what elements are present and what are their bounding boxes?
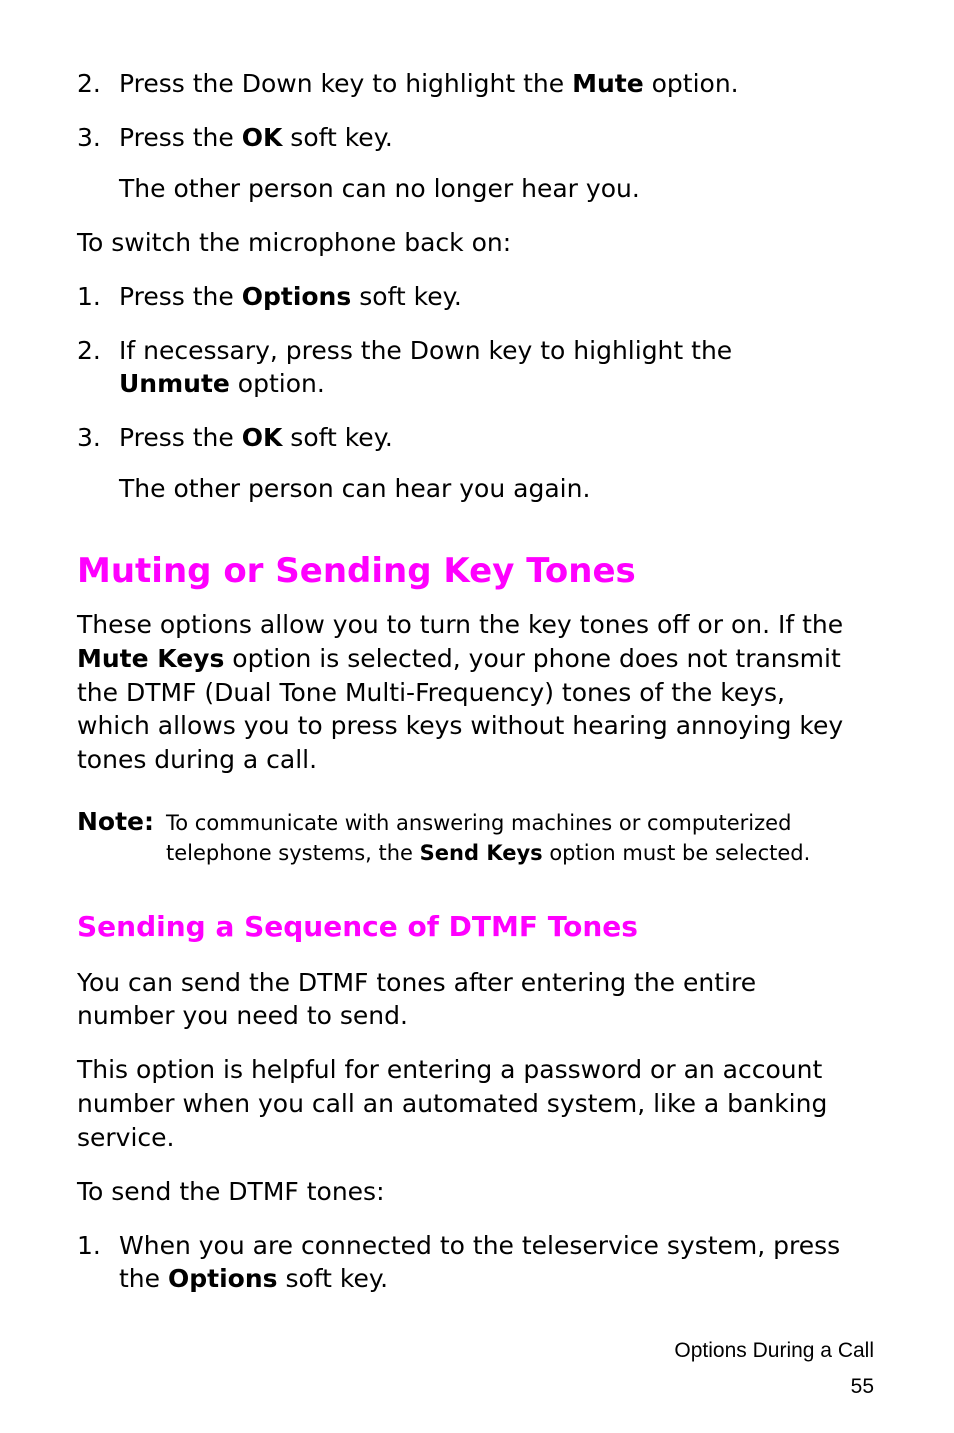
note-text: telephone systems, the Send Keys option must be selected. <box>166 841 811 865</box>
step-text: When you are connected to the teleservice system, press <box>119 1231 841 1260</box>
step-text: Press the Options soft key. <box>119 282 462 311</box>
step-number: 3. <box>77 423 101 452</box>
section-title: Muting or Sending Key Tones <box>77 551 636 591</box>
paragraph: service. <box>77 1123 175 1152</box>
footer-section-name: Options During a Call <box>674 1339 874 1362</box>
paragraph: number when you call an automated system, like a banking <box>77 1089 828 1118</box>
paragraph: number you need to send. <box>77 1001 408 1030</box>
step-text: Press the OK soft key. <box>119 123 393 152</box>
section-paragraph: which allows you to press keys without hearing annoying key <box>77 711 844 740</box>
section-paragraph: These options allow you to turn the key tones off or on. If the <box>77 610 844 639</box>
step-result: The other person can hear you again. <box>119 474 591 503</box>
step-text-continued: the Options soft key. <box>119 1264 389 1293</box>
step-number: 2. <box>77 69 101 98</box>
subsection-title: Sending a Sequence of DTMF Tones <box>77 910 638 943</box>
note-label: Note: <box>77 807 155 836</box>
step-number: 2. <box>77 336 101 365</box>
step-text-continued: Unmute option. <box>119 369 325 398</box>
procedure-intro: To send the DTMF tones: <box>77 1177 385 1206</box>
note-text: To communicate with answering machines or computerized <box>166 811 792 835</box>
step-text: Press the Down key to highlight the Mute option. <box>119 69 739 98</box>
section-paragraph: tones during a call. <box>77 745 318 774</box>
paragraph: You can send the DTMF tones after entering the entire <box>77 968 757 997</box>
step-number: 3. <box>77 123 101 152</box>
step-number: 1. <box>77 1231 101 1260</box>
section-paragraph: the DTMF (Dual Tone Multi-Frequency) tones of the keys, <box>77 678 785 707</box>
step-number: 1. <box>77 282 101 311</box>
section-paragraph: Mute Keys option is selected, your phone does not transmit <box>77 644 841 673</box>
step-text: If necessary, press the Down key to highlight the <box>119 336 733 365</box>
page-number: 55 <box>850 1375 874 1398</box>
paragraph: This option is helpful for entering a password or an account <box>77 1055 823 1084</box>
procedure-intro: To switch the microphone back on: <box>77 228 512 257</box>
step-text: Press the OK soft key. <box>119 423 393 452</box>
step-result: The other person can no longer hear you. <box>119 174 640 203</box>
